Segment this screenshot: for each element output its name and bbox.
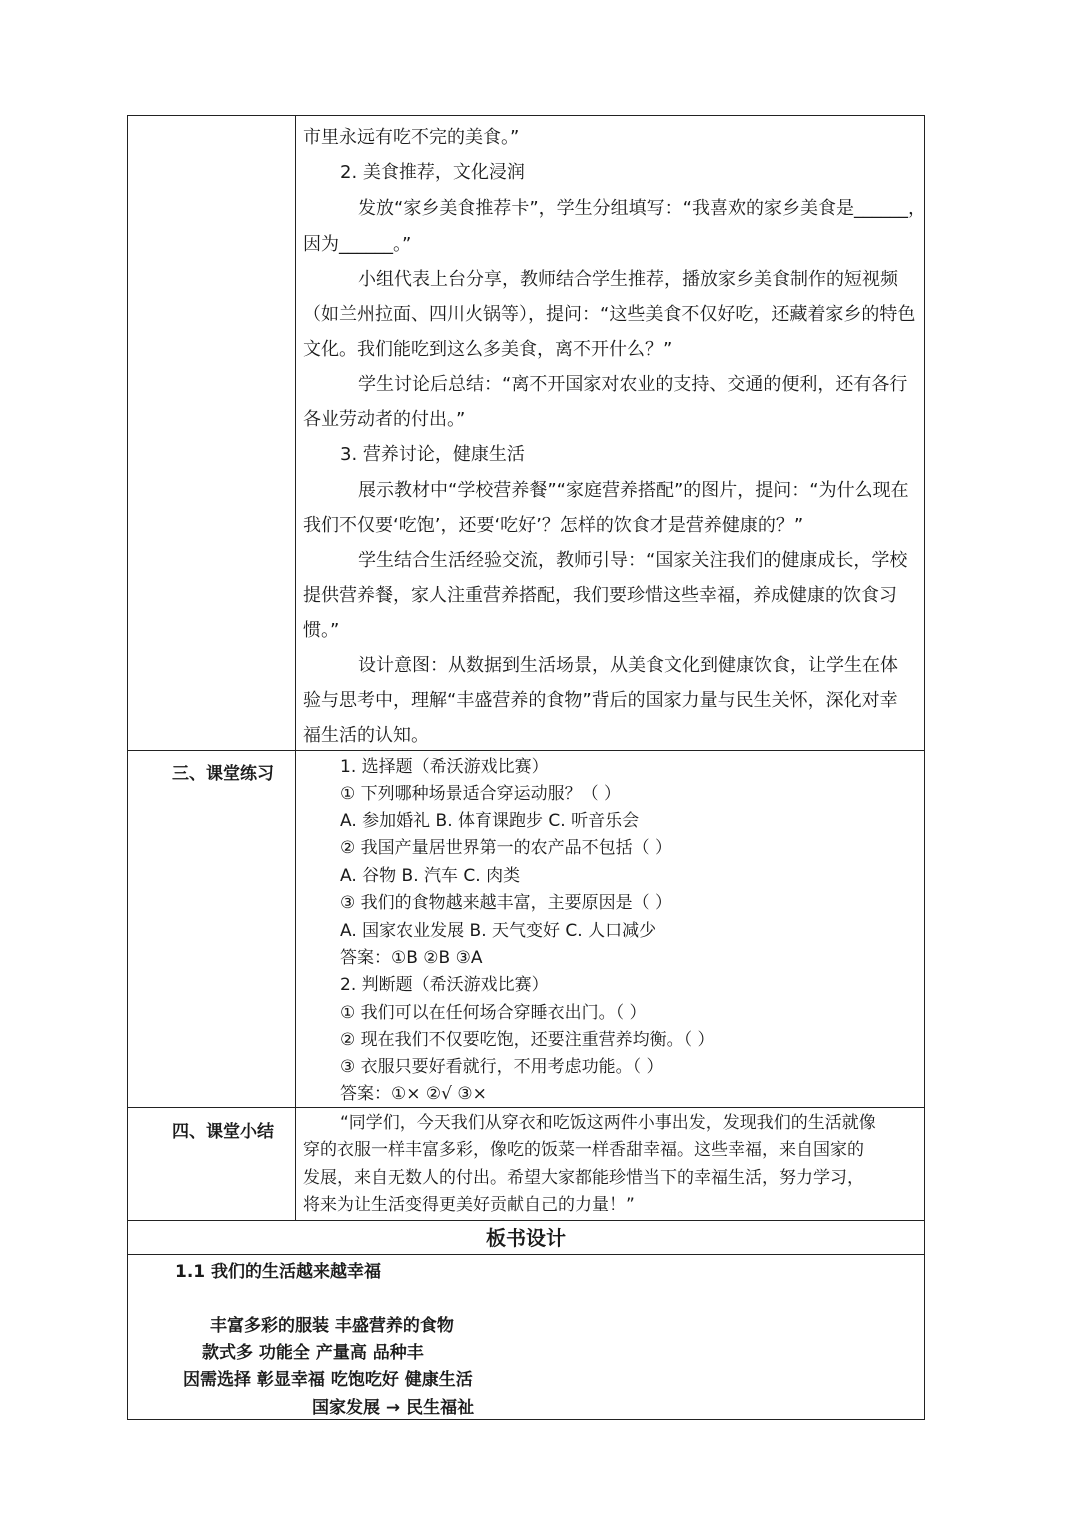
summary-line: 将来为让生活变得更美好贡献自己的力量！” — [303, 1195, 635, 1215]
row-divider-practice — [127, 750, 925, 751]
practice-line: A. 谷物 B. 汽车 C. 肉类 — [340, 866, 521, 886]
practice-line: ② 现在我们不仅要吃饱，还要注重营养均衡。（ ） — [340, 1030, 715, 1050]
summary-line: 发展，来自无数人的付出。希望大家都能珍惜当下的幸福生活，努力学习， — [303, 1168, 864, 1188]
paragraph-line: 福生活的认知。 — [303, 725, 429, 746]
paragraph-line: 我们不仅要‘吃饱’，还要‘吃好’？怎样的饮食才是营养健康的？” — [303, 515, 804, 536]
practice-line: ① 下列哪种场景适合穿运动服？（ ） — [340, 784, 622, 804]
paragraph-line: 展示教材中“学校营养餐”“家庭营养搭配”的图片，提问：“为什么现在 — [358, 480, 909, 501]
summary-label: 四、课堂小结 — [172, 1122, 274, 1142]
paragraph-line: （如兰州拉面、四川火锅等），提问：“这些美食不仅好吃，还藏着家乡的特色 — [303, 304, 916, 325]
board-heading: 板书设计 — [486, 1226, 566, 1250]
summary-line: “同学们，今天我们从穿衣和吃饭这两件小事出发，发现我们的生活就像 — [340, 1113, 876, 1133]
paragraph-line: 惯。” — [303, 620, 340, 641]
column-divider — [295, 115, 296, 1220]
practice-line: ① 我们可以在任何场合穿睡衣出门。（ ） — [340, 1003, 647, 1023]
practice-line: ③ 我们的食物越来越丰富，主要原因是（ ） — [340, 893, 673, 913]
board-line: 国家发展 → 民生福祉 — [312, 1398, 475, 1418]
practice-answer: 答案：①× ②√ ③× — [340, 1084, 487, 1104]
practice-line: A. 参加婚礼 B. 体育课跑步 C. 听音乐会 — [340, 811, 640, 831]
practice-line: 2. 判断题（希沃游戏比赛） — [340, 975, 549, 995]
paragraph-line: 各业劳动者的付出。” — [303, 409, 466, 430]
practice-line: ② 我国产量居世界第一的农产品不包括（ ） — [340, 838, 673, 858]
row-divider-summary — [127, 1107, 925, 1108]
practice-line: 1. 选择题（希沃游戏比赛） — [340, 757, 549, 777]
board-title: 1.1 我们的生活越来越幸福 — [175, 1262, 382, 1282]
table-right-border — [924, 115, 925, 1420]
board-line: 款式多 功能全 产量高 品种丰 — [202, 1343, 424, 1363]
paragraph-line: 小组代表上台分享，教师结合学生推荐，播放家乡美食制作的短视频 — [358, 269, 898, 290]
paragraph-line: 因为______。” — [303, 234, 412, 255]
paragraph-line: 提供营养餐，家人注重营养搭配，我们要珍惜这些幸福，养成健康的饮食习 — [303, 585, 897, 606]
practice-answer: 答案：①B ②B ③A — [340, 948, 483, 968]
table-bottom-border — [127, 1419, 925, 1420]
paragraph-line: 学生讨论后总结：“离不开国家对农业的支持、交通的便利，还有各行 — [358, 374, 908, 395]
summary-line: 穿的衣服一样丰富多彩，像吃的饭菜一样香甜幸福。这些幸福，来自国家的 — [303, 1140, 864, 1160]
paragraph-line: 验与思考中，理解“丰盛营养的食物”背后的国家力量与民生关怀，深化对幸 — [303, 690, 898, 711]
paragraph-line: 市里永远有吃不完的美食。” — [303, 127, 520, 148]
practice-line: ③ 衣服只要好看就行，不用考虑功能。（ ） — [340, 1057, 664, 1077]
board-line: 丰富多彩的服装 丰盛营养的食物 — [210, 1316, 454, 1336]
board-line: 因需选择 彰显幸福 吃饱吃好 健康生活 — [183, 1370, 473, 1390]
table-top-border — [127, 115, 925, 116]
table-left-border — [127, 115, 128, 1420]
row-divider-board-heading — [127, 1254, 925, 1255]
row-divider-board — [127, 1220, 925, 1221]
subheading: 3. 营养讨论，健康生活 — [340, 444, 525, 465]
paragraph-line: 发放“家乡美食推荐卡”，学生分组填写：“我喜欢的家乡美食是______， — [358, 198, 926, 219]
paragraph-line: 文化。我们能吃到这么多美食，离不开什么？” — [303, 339, 673, 360]
subheading: 2. 美食推荐，文化浸润 — [340, 162, 525, 183]
paragraph-line: 设计意图：从数据到生活场景，从美食文化到健康饮食，让学生在体 — [358, 655, 898, 676]
paragraph-line: 学生结合生活经验交流，教师引导：“国家关注我们的健康成长，学校 — [358, 550, 908, 571]
practice-line: A. 国家农业发展 B. 天气变好 C. 人口减少 — [340, 921, 657, 941]
practice-label: 三、课堂练习 — [172, 764, 274, 784]
